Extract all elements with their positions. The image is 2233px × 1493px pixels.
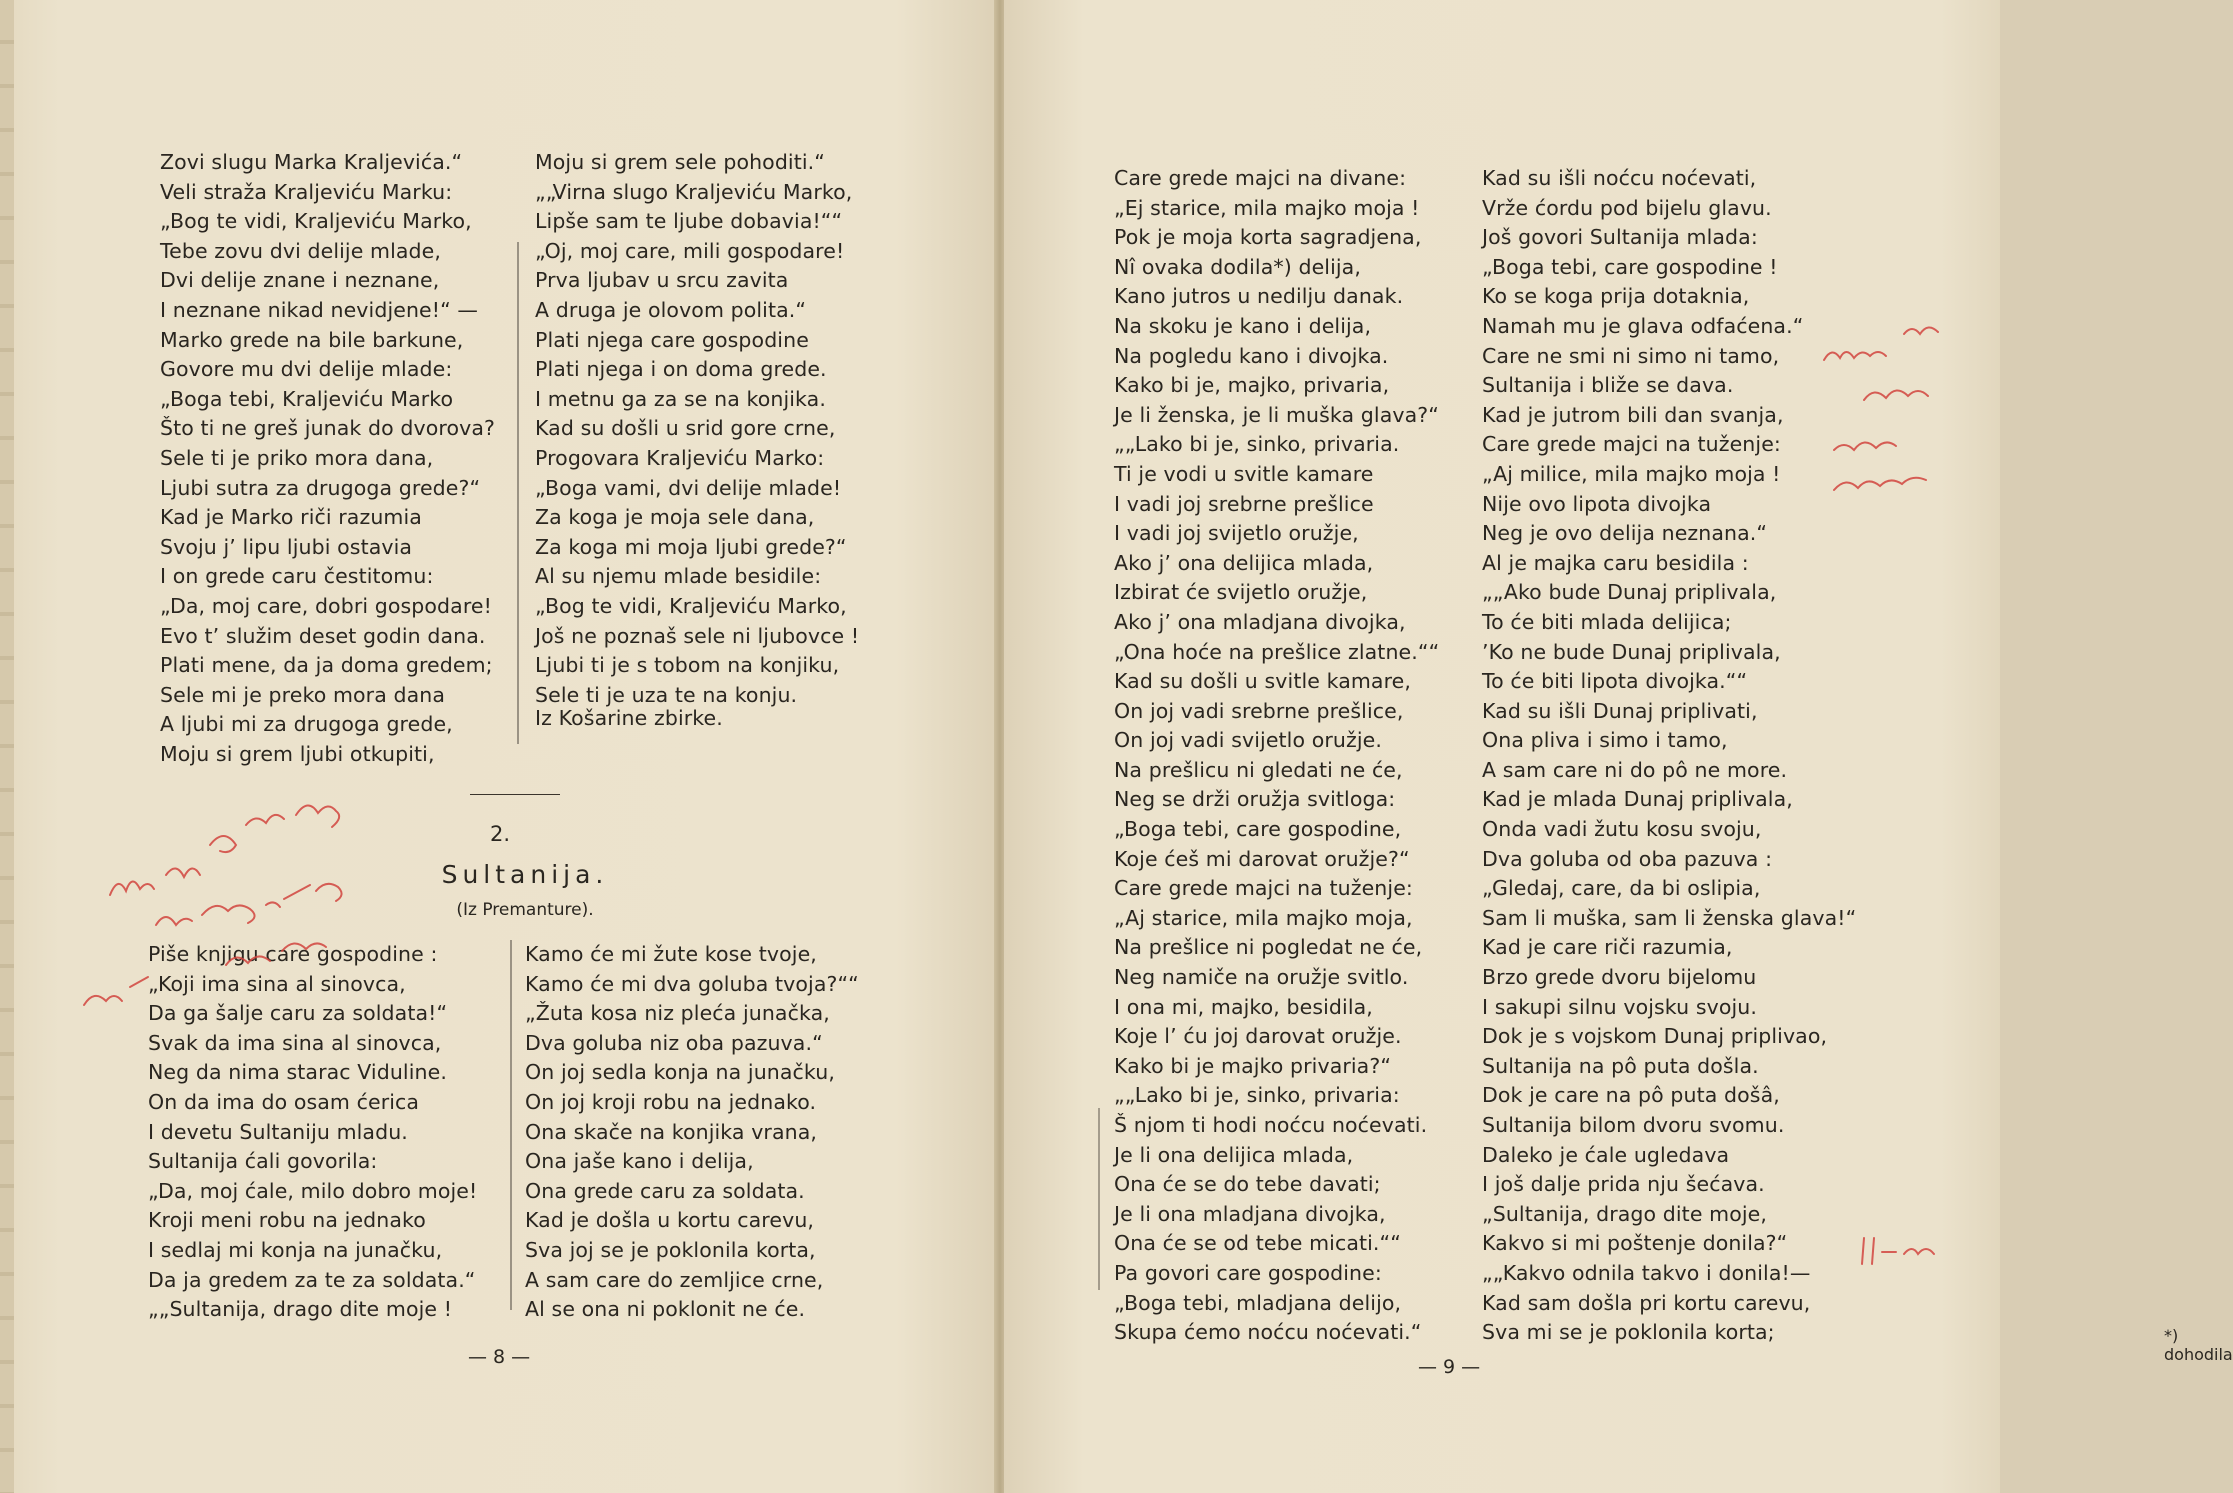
poem-line: Izbirat će svijetlo oružje,: [1114, 580, 1368, 605]
poem-line: Na prešlicu ni gledati ne će,: [1114, 757, 1403, 782]
poem-line: I sakupi silnu vojsku svoju.: [1482, 994, 1757, 1019]
poem-line: „„Virna slugo Kraljeviću Marko,: [535, 179, 853, 204]
poem-line: Ona će se do tebe davati;: [1114, 1172, 1381, 1197]
left-page: [0, 0, 996, 1493]
poem-line: Zovi slugu Marka Kraljevića.“: [160, 150, 463, 174]
poem-line: Ljubi ti je s tobom na konjiku,: [535, 653, 840, 678]
poem-line: „Bog te vidi, Kraljeviću Marko,: [160, 209, 472, 234]
page-number: — 8 —: [468, 1346, 531, 1368]
handwritten-annotation: [1804, 290, 1994, 520]
poem-line: „Boga tebi, Kraljeviću Marko: [160, 386, 454, 411]
poem-line: Dok je care na pô puta došâ,: [1482, 1083, 1780, 1108]
poem-line: Brzo grede dvoru bijelomu: [1482, 965, 1757, 990]
poem-line: Care grede majci na tuženje:: [1482, 432, 1781, 457]
poem-line: Neg je ovo delija neznana.“: [1482, 521, 1768, 546]
poem-line: To će biti mlada delijica;: [1482, 609, 1732, 634]
section-number: 2.: [490, 822, 511, 846]
poem-line: „„Lako bi je, sinko, privaria.: [1114, 432, 1400, 457]
poem-line: Svoju j’ lipu ljubi ostavia: [160, 534, 413, 559]
poem-line: Al je majka caru besidila :: [1482, 550, 1749, 575]
poem-line: „Aj starice, mila majko moja,: [1114, 905, 1413, 930]
poem-line: Što ti ne greš junak do dvorova?: [160, 416, 495, 441]
poem-line: Dva goluba od oba pazuva :: [1482, 846, 1773, 871]
poem-line: A sam care ni do pô ne more.: [1482, 757, 1788, 782]
poem-line: To će biti lipota divojka.““: [1482, 669, 1748, 694]
poem-line: On joj sedla konja na junačku,: [525, 1060, 835, 1085]
poem-line: Na prešlice ni pogledat ne će,: [1114, 935, 1423, 960]
left-column-4: [525, 940, 859, 1325]
poem-line: Sultanija na pô puta došla.: [1482, 1053, 1759, 1078]
poem-line: Marko grede na bile barkune,: [160, 327, 464, 352]
poem-line: Nije ovo lipota divojka: [1482, 491, 1712, 516]
poem-line: Sele mi je preko mora dana: [160, 682, 446, 707]
poem-line: Kako bi je, majko, privaria,: [1114, 373, 1390, 398]
poem-line: Kad je mlada Dunaj priplivala,: [1482, 787, 1793, 812]
poem-line: Piše knjigu care gospodine :: [148, 942, 438, 966]
poem-line: „„Kakvo odnila takvo i donila!—: [1482, 1260, 1811, 1285]
poem-line: Ako j’ ona delijica mlada,: [1114, 550, 1374, 575]
poem-line: Ona će se od tebe micati.““: [1114, 1231, 1401, 1256]
margin-line: [1098, 1108, 1100, 1290]
poem-line: Sele ti je uza te na konju.: [535, 682, 798, 707]
poem-line: Neg namiče na oružje svitlo.: [1114, 965, 1409, 990]
poem-line: Koje ćeš mi darovat oružje?“: [1114, 846, 1410, 871]
poem-line: On joj vadi svijetlo oružje.: [1114, 728, 1382, 753]
poem-line: „Žuta kosa niz pleća junačka,: [525, 1001, 830, 1026]
poem-line: Al se ona ni poklonit ne će.: [525, 1297, 806, 1322]
poem-line: On joj vadi srebrne prešlice,: [1114, 698, 1404, 723]
poem-line: Koje l’ ću joj darovat oružje.: [1114, 1024, 1402, 1049]
poem-line: „Sultanija, drago dite moje,: [1482, 1201, 1767, 1226]
section-title: Sultanija.: [441, 860, 609, 889]
poem-line: Kroji meni robu na jednako: [148, 1208, 426, 1233]
poem-line: Sva joj se je poklonila korta,: [525, 1237, 816, 1262]
poem-line: Kad su išli Dunaj priplivati,: [1482, 698, 1758, 723]
poem-line: Ona grede caru za soldata.: [525, 1178, 805, 1203]
poem-line: Na skoku je kano i delija,: [1114, 313, 1372, 338]
poem-line: Kamo će mi dva goluba tvoja?““: [525, 971, 859, 996]
margin-line: [517, 242, 519, 744]
poem-line: „Boga tebi, mladjana delijo,: [1114, 1290, 1402, 1315]
poem-line: I neznane nikad nevidjene!“ —: [160, 297, 479, 322]
poem-line: Kad je došla u kortu carevu,: [525, 1208, 815, 1233]
poem-line: Dok je s vojskom Dunaj priplivao,: [1482, 1024, 1828, 1049]
poem-line: Sultanija ćali govorila:: [148, 1149, 378, 1174]
section-subtitle: (Iz Premanture).: [456, 900, 594, 920]
poem-line: Kamo će mi žute kose tvoje,: [525, 942, 817, 966]
poem-line: Ti je vodi u svitle kamare: [1114, 461, 1374, 486]
poem-line: Dvi delije znane i neznane,: [160, 268, 440, 293]
poem-line: Ona skače na konjika vrana,: [525, 1119, 817, 1144]
poem-line: I devetu Sultaniju mladu.: [148, 1119, 408, 1144]
poem-line: Tebe zovu dvi delije mlade,: [160, 238, 442, 263]
poem-line: Svak da ima sina al sinovca,: [148, 1030, 442, 1055]
poem-line: Kad je Marko riči razumia: [160, 505, 422, 530]
poem-line: „„Ako bude Dunaj priplivala,: [1482, 580, 1777, 605]
source-signature: Iz Košarine zbirke.: [535, 706, 723, 730]
right-column-2: [1482, 164, 1856, 1348]
poem-line: Sultanija i bliže se dava.: [1482, 373, 1734, 398]
poem-line: ’Ko ne bude Dunaj priplivala,: [1482, 639, 1781, 664]
poem-line: Al su njemu mlade besidile:: [535, 564, 822, 589]
poem-line: „Boga tebi, care gospodine !: [1482, 254, 1778, 279]
poem-line: „„Lako bi je, sinko, privaria:: [1114, 1083, 1400, 1108]
poem-line: Plati njega i on doma grede.: [535, 357, 827, 382]
poem-line: Veli straža Kraljeviću Marku:: [160, 179, 453, 204]
poem-line: Ako j’ ona mladjana divojka,: [1114, 609, 1406, 634]
poem-line: Kad su došli u srid gore crne,: [535, 416, 836, 441]
poem-line: Da ja gredem za te za soldata.“: [148, 1267, 476, 1292]
poem-line: Care grede majci na tuženje:: [1114, 876, 1413, 901]
poem-line: Sam li muška, sam li ženska glava!“: [1482, 905, 1857, 930]
poem-line: Kakvo si mi poštenje donila?“: [1482, 1231, 1788, 1256]
handwritten-annotation: [70, 755, 450, 1025]
poem-line: „Ej starice, mila majko moja !: [1114, 195, 1420, 220]
poem-line: Ljubi sutra za drugoga grede?“: [160, 475, 481, 500]
poem-line: Neg se drži oružja svitloga:: [1114, 787, 1396, 812]
poem-line: Je li ženska, je li muška glava?“: [1114, 402, 1439, 427]
poem-line: Š njom ti hodi noćcu noćevati.: [1114, 1113, 1428, 1137]
poem-line: Kano jutros u nedilju danak.: [1114, 284, 1404, 309]
handwritten-annotation: [1854, 1232, 1944, 1272]
poem-line: „Da, moj care, dobri gospodare!: [160, 593, 492, 618]
page-number: — 9 —: [1418, 1356, 1481, 1378]
poem-line: Za koga mi moja ljubi grede?“: [535, 534, 847, 559]
poem-line: „Ona hoće na prešlice zlatne.““: [1114, 639, 1440, 664]
poem-line: Plati mene, da ja doma gredem;: [160, 653, 493, 678]
poem-line: Lipše sam te ljube dobavia!““: [535, 209, 843, 234]
poem-line: Ona jaše kano i delija,: [525, 1149, 754, 1174]
poem-line: Je li ona delijica mlada,: [1114, 1142, 1354, 1167]
poem-line: Kad je care riči razumia,: [1482, 935, 1733, 960]
poem-line: Govore mu dvi delije mlade:: [160, 357, 453, 382]
poem-line: Kad je jutrom bili dan svanja,: [1482, 402, 1784, 427]
poem-line: I sedlaj mi konja na junačku,: [148, 1237, 443, 1262]
poem-line: Moju si grem ljubi otkupiti,: [160, 741, 435, 766]
poem-line: Progovara Kraljeviću Marko:: [535, 445, 825, 470]
poem-line: Pa govori care gospodine:: [1114, 1260, 1382, 1285]
poem-line: Sultanija bilom dvoru svomu.: [1482, 1113, 1785, 1137]
poem-line: Moju si grem sele pohoditi.“: [535, 150, 825, 174]
poem-line: A druga je olovom polita.“: [535, 297, 807, 322]
poem-line: I on grede caru čestitomu:: [160, 564, 434, 589]
poem-line: Sele ti je priko mora dana,: [160, 445, 434, 470]
poem-line: Nî ovaka dodila*) delija,: [1114, 254, 1361, 279]
poem-line: A ljubi mi za drugoga grede,: [160, 712, 453, 737]
poem-line: Kad sam došla pri kortu carevu,: [1482, 1290, 1811, 1315]
poem-line: „Bog te vidi, Kraljeviću Marko,: [535, 593, 847, 618]
poem-line: Skupa ćemo noćcu noćevati.“: [1114, 1320, 1422, 1345]
poem-line: Care ne smi ni simo ni tamo,: [1482, 343, 1780, 368]
poem-line: Još ne poznaš sele ni ljubovce !: [535, 623, 860, 648]
poem-line: Sva mi se je poklonila korta;: [1482, 1320, 1775, 1345]
poem-line: Vrže ćordu pod bijelu glavu.: [1482, 195, 1772, 220]
poem-line: On joj kroji robu na jednako.: [525, 1089, 817, 1114]
poem-line: Kako bi je majko privaria?“: [1114, 1053, 1392, 1078]
poem-line: Prva ljubav u srcu zavita: [535, 268, 789, 293]
footnote: *) dohodila: [2164, 1326, 2233, 1364]
poem-line: „Boga tebi, care gospodine,: [1114, 817, 1402, 842]
poem-line: Plati njega care gospodine: [535, 327, 809, 352]
poem-line: Ona pliva i simo i tamo,: [1482, 728, 1728, 753]
poem-line: A sam care do zemljice crne,: [525, 1267, 824, 1292]
margin-line: [510, 940, 512, 1310]
poem-line: Da ga šalje caru za soldata!“: [148, 1001, 448, 1026]
poem-line: Za koga je moja sele dana,: [535, 505, 815, 530]
poem-line: „Aj milice, mila majko moja !: [1482, 461, 1781, 486]
poem-line: Daleko je ćale ugledava: [1482, 1142, 1730, 1167]
poem-line: Je li ona mladjana divojka,: [1114, 1201, 1386, 1226]
poem-line: Onda vadi žutu kosu svoju,: [1482, 817, 1762, 842]
left-column-2: [535, 148, 859, 710]
poem-line: „Oj, moj care, mili gospodare!: [535, 238, 845, 263]
poem-line: Još govori Sultanija mlada:: [1482, 225, 1758, 250]
poem-line: Care grede majci na divane:: [1114, 166, 1407, 190]
poem-line: I vadi joj srebrne prešlice: [1114, 491, 1374, 516]
poem-line: I metnu ga za se na konjika.: [535, 386, 826, 411]
poem-line: „„Sultanija, drago dite moje !: [148, 1297, 453, 1322]
poem-line: Kad su došli u svitle kamare,: [1114, 669, 1411, 694]
poem-line: Kad su išli noćcu noćevati,: [1482, 166, 1757, 190]
poem-line: Neg da nima starac Viduline.: [148, 1060, 447, 1085]
poem-line: I ona mi, majko, besidila,: [1114, 994, 1373, 1019]
poem-line: Ko se koga prija dotaknia,: [1482, 284, 1750, 309]
poem-line: „Boga vami, dvi delije mlade!: [535, 475, 842, 500]
binding-edge: [0, 0, 14, 1493]
poem-line: I vadi joj svijetlo oružje,: [1114, 521, 1359, 546]
poem-line: „Gledaj, care, da bi oslipia,: [1482, 876, 1761, 901]
poem-line: Na pogledu kano i divojka.: [1114, 343, 1389, 368]
left-column-1: [160, 148, 495, 769]
poem-line: Evo t’ služim deset godin dana.: [160, 623, 486, 648]
poem-line: On da ima do osam ćerica: [148, 1089, 420, 1114]
right-page: [1004, 0, 2233, 1493]
right-column-1: [1114, 164, 1439, 1348]
poem-line: „Koji ima sina al sinovca,: [148, 971, 406, 996]
poem-line: I još dalje prida nju šećava.: [1482, 1172, 1765, 1197]
poem-line: Pok je moja korta sagradjena,: [1114, 225, 1422, 250]
section-rule: [470, 794, 560, 795]
poem-line: „Da, moj ćale, milo dobro moje!: [148, 1178, 478, 1203]
poem-line: Dva goluba niz oba pazuva.“: [525, 1030, 823, 1055]
poem-line: Namah mu je glava odfaćena.“: [1482, 313, 1804, 338]
